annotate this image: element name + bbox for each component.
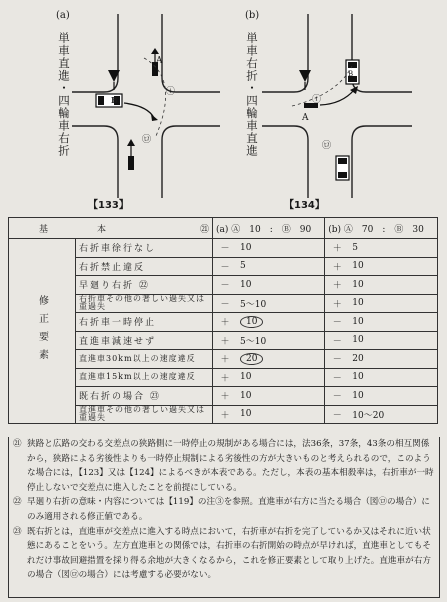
- row-b-sign: －: [325, 313, 350, 332]
- header-basic-mark: ㉑: [199, 224, 209, 235]
- row-item: 右折車一時停止: [76, 313, 213, 332]
- row-item: [76, 387, 213, 406]
- row-item: 直進車減速せず: [76, 331, 213, 350]
- row-a-sign: ＋: [213, 405, 238, 424]
- diagram-a-letter: (a): [56, 10, 70, 21]
- diagram-b-letter: (b): [245, 10, 260, 21]
- footnote-text: 狭路と広路の交わる交差点の狭路側に一時停止の規制がある場合には，法36条，37条，43条の相互関係から，狭路による劣後性よりも一時停止規制による劣後性の方が大きいものと考えられるので，このような場合には，【123】又は【124】によるべきが本表である。ただし，本表の基本相殺率は，右折車が一時停止しないで交差点に進入したことを前提にしている。: [27, 439, 434, 493]
- row-a-sign: －: [213, 257, 238, 276]
- diagram-a-case-id: 【133】: [88, 200, 129, 211]
- row-a-sign: －: [213, 239, 238, 258]
- row-b-val: 10: [349, 331, 437, 350]
- row-a-sign: ＋: [213, 313, 238, 332]
- row-item-mark: ㉓: [149, 392, 161, 403]
- diagram-b-circle-1: ⓘ: [312, 95, 322, 105]
- diagram-b-caption: 単車右折・四輪車直進: [245, 32, 259, 157]
- row-a-val: 10: [237, 387, 325, 406]
- row-item-label: 既右折の場合: [79, 392, 146, 403]
- footnote-mark: ㉒: [13, 497, 22, 508]
- diagram-a-mark-b: B: [111, 95, 118, 105]
- side-label: 修正要素: [9, 239, 76, 424]
- row-a-val: 10: [237, 405, 325, 424]
- footnote: [13, 525, 435, 583]
- row-b-sign: －: [325, 350, 350, 369]
- row-b-val: 10: [349, 368, 437, 387]
- row-a-sign: －: [213, 294, 238, 313]
- row-b-sign: ＋: [325, 257, 350, 276]
- intersection-drawings: [52, 6, 434, 216]
- diagram-a-caption: 単車直進・四輪車右折: [57, 32, 71, 157]
- row-b-sign: －: [325, 387, 350, 406]
- footnote: [13, 437, 435, 495]
- row-b-sign: ＋: [325, 276, 350, 295]
- row-a-val: 10: [237, 239, 325, 258]
- row-b-val: 10: [349, 257, 437, 276]
- row-a-val: [237, 313, 325, 332]
- header-basic: [9, 218, 213, 239]
- diagram-a-mark-a: A: [156, 56, 163, 66]
- header-col-b: (b) Ⓐ 70 : Ⓑ 30: [325, 218, 438, 239]
- row-a-sign: ＋: [213, 368, 238, 387]
- row-b-sign: －: [325, 331, 350, 350]
- footnotes: [8, 437, 440, 598]
- footnote-mark: ㉓: [13, 526, 22, 537]
- row-b-val: 10: [349, 313, 437, 332]
- row-a-val: 5～10: [237, 331, 325, 350]
- header-col-a: (a) Ⓐ 10 : Ⓑ 90: [213, 218, 325, 239]
- row-b-sign: －: [325, 405, 350, 424]
- row-item: 直進車その他の著しい過失又は重過失: [76, 405, 213, 424]
- row-b-val: 10: [349, 294, 437, 313]
- intersection-diagrams: [52, 6, 434, 216]
- row-b-sign: ＋: [325, 239, 350, 258]
- row-b-val: 10: [349, 276, 437, 295]
- diagram-a-circle-2: ㋺: [142, 135, 152, 145]
- row-a-val: 10: [237, 368, 325, 387]
- header-basic-label: 基 本: [39, 224, 127, 235]
- diagram-a-circle-1: ⓘ: [166, 87, 176, 97]
- row-a-sign: ＋: [213, 331, 238, 350]
- row-a-sign: －: [213, 276, 238, 295]
- row-a-val: 10: [237, 276, 325, 295]
- row-a-sign: ＋: [213, 350, 238, 369]
- row-a-sign: ＋: [213, 387, 238, 406]
- table-header-row: [9, 218, 438, 239]
- correction-table: [8, 217, 438, 424]
- row-item: 直進車15km以上の速度違反: [76, 368, 213, 387]
- row-item-label: 早廻り右折: [79, 281, 135, 292]
- row-a-val: [237, 350, 325, 369]
- row-item: 直進車30km以上の速度違反: [76, 350, 213, 369]
- row-item: [76, 276, 213, 295]
- row-item-mark: ㉒: [138, 281, 150, 292]
- table-row: [9, 239, 438, 258]
- footnote-text: 早廻り右折の意味・内容については【119】の注③を参照。直進車が右方に当たる場合（図㋺の場合）にのみ適用される修正値である。: [27, 497, 430, 522]
- row-b-val: 20: [349, 350, 437, 369]
- hand-circled-value: 20: [240, 353, 263, 365]
- footnote-mark: ㉑: [13, 439, 22, 449]
- diagram-b-circle-2: ㋺: [322, 141, 332, 151]
- row-b-sign: －: [325, 368, 350, 387]
- footnote-text: 既右折とは，直進車が交差点に進入する時点において，右折車が右折を完了しているか又はそれに近い状態にあることをいう。左方直進車との関係では，右折車の右折開始の時点が早ければ，直進車としてもそれだけ事故回避措置を採り得る余地が大きくなるから，これを修正要素として取り上げた。直進車が右方の場合（図㋺の場合）には考慮する必要がない。: [27, 526, 431, 581]
- row-b-val: 5: [349, 239, 437, 258]
- row-b-val: 10～20: [349, 405, 437, 424]
- diagram-b-mark-b: B: [348, 70, 354, 78]
- row-item: 右折車その他の著しい過失又は重過失: [76, 294, 213, 313]
- row-a-val: 5～10: [237, 294, 325, 313]
- row-b-val: 10: [349, 387, 437, 406]
- row-a-val: 5: [237, 257, 325, 276]
- row-item: 右折禁止違反: [76, 257, 213, 276]
- hand-circled-value: 10: [240, 316, 263, 328]
- diagram-b-case-id: 【134】: [284, 200, 325, 211]
- diagram-b-mark-a: A: [302, 113, 309, 123]
- row-item: 右折車徐行なし: [76, 239, 213, 258]
- row-b-sign: ＋: [325, 294, 350, 313]
- footnote: [13, 495, 435, 524]
